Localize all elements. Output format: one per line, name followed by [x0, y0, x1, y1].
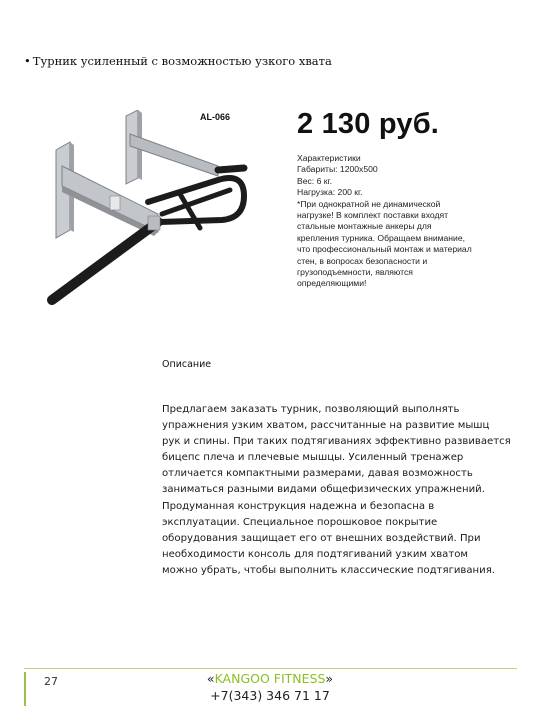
- brand-quote-close: »: [325, 671, 334, 686]
- brand-quote-open: «: [206, 671, 215, 686]
- specifications: [297, 153, 522, 290]
- product-image: [30, 110, 280, 325]
- bullet-icon: •: [24, 54, 31, 68]
- spec-line: Нагрузка: 200 кг.: [297, 187, 363, 198]
- spec-line: нагрузке! В комплект поставки входят: [297, 210, 449, 221]
- spec-line: стальные монтажные анкеры для: [297, 221, 432, 232]
- footer-accent-bar: [24, 672, 26, 706]
- description-line: рук и спины. При таких подтягиваниях эффективно развивается: [162, 436, 511, 448]
- description-line: эксплуатации. Специальное порошковое покрытие: [162, 516, 438, 528]
- handle-front: [52, 222, 158, 300]
- description-heading: Описание: [162, 359, 212, 370]
- spec-line: Габариты: 1200х500: [297, 164, 378, 175]
- description-line: оборудования защищает его от внешних воздействий. При: [162, 532, 481, 544]
- spec-line: Характеристики: [297, 153, 361, 163]
- page-number: 27: [44, 675, 58, 688]
- brand-name: KANGOO FITNESS: [214, 671, 326, 686]
- description-line: заниматься разными видами общефизических упражнений.: [162, 484, 485, 496]
- support-arm-back: [130, 134, 218, 176]
- brand-line: [170, 670, 370, 687]
- handle-back: [218, 168, 244, 170]
- phone-number: +7(343) 346 71 17: [210, 688, 330, 703]
- model-code: AL-066: [200, 112, 231, 122]
- spec-line: Вес: 6 кг.: [297, 175, 332, 186]
- footer-brand: [170, 670, 370, 704]
- title-text: Турник усиленный с возможностью узкого хвата: [32, 54, 332, 68]
- spec-line: что профессиональный монтаж и материал: [297, 244, 472, 255]
- description-line: Продуманная конструкция надежна и безопасна в: [162, 500, 435, 512]
- description-line: можно убрать, чтобы выполнить классические подтягивания.: [162, 564, 496, 576]
- description-line: необходимости консоль для подтягиваний узким хватом: [162, 548, 469, 560]
- description-line: Предлагаем заказать турник, позволяющий выполнять: [162, 404, 460, 415]
- spec-line: грузоподъемности, являются: [297, 267, 413, 278]
- description-line: бицепс плеча и плечевые мышцы. Усиленный тренажер: [162, 452, 464, 464]
- description-text: [162, 402, 522, 579]
- description-line: отличается компактными размерами, давая возможность: [162, 468, 473, 480]
- page-title: [24, 54, 332, 68]
- spec-line: *При однократной не динамической: [297, 198, 441, 209]
- price: 2 130 руб.: [297, 108, 440, 140]
- spec-line: стен, в вопросах безопасности и: [297, 255, 428, 266]
- spec-line: определяющими!: [297, 278, 367, 289]
- spec-line: крепления турника. Обращаем внимание,: [297, 232, 466, 243]
- footer-divider: [24, 668, 517, 669]
- description-line: упражнения узким хватом, рассчитанные на развитие мышц: [162, 420, 490, 432]
